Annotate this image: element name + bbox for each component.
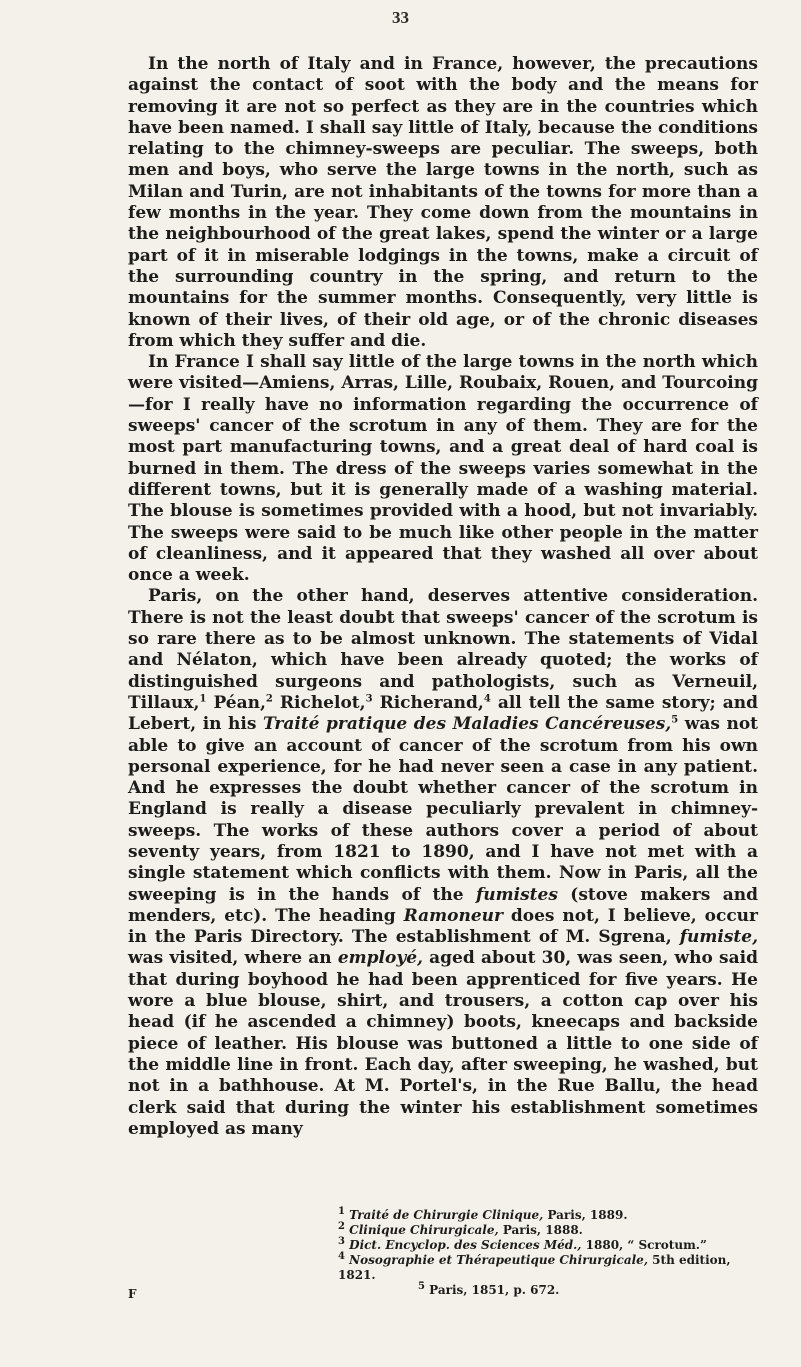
signature-mark: F (128, 1287, 137, 1301)
footnote-ref: 3 (365, 693, 373, 705)
footnote: $^2$ Clinique Chirurgicale, Paris, 1888. (338, 1221, 583, 1237)
footnotes (128, 1208, 758, 1298)
footnote-ref: 2 (265, 693, 273, 705)
footnote: $^1$ Traité de Chirurgie Clinique, Paris, 1889. (338, 1206, 628, 1222)
paragraph-france: In France I shall say little of the large towns in the north which were visited—Amiens, Arras, Lille, Roubaix, Rouen, and Tourcoing—for I really have no information regarding the occurrence of sweeps' cancer of the scrotum in any of them. They are for the most part manufacturing towns, and a great deal of hard coal is burned in them. The dress of the sweeps varies somewhat in the different towns, but it is generally made of a washing material. The blouse is sometimes provided with a hood, but not invariably. The sweeps were said to be much like other people in the matter of cleanliness, and it appeared that they washed all over about once a week. (128, 352, 758, 586)
footnote-ref: 5 (671, 714, 679, 726)
footnote: $^4$ Nosographie et Thérapeutique Chirurgicale, 5th edition, 1821. (338, 1251, 731, 1282)
paragraph-paris: Paris, on the other hand, deserves attentive consideration. There is not the least doubt that sweeps' cancer of the scrotum is so rare there as to be almost unknown. The statements of Vidal and Nélaton, which have been already quoted; the works of distinguished surgeons and pathologists, such as Verneuil, Tillaux,$^1$ Péan,$^2$ Richelot,$^3$ Richerand,$^4$ all tell the same story; and Lebert, in his Traité pratique des Maladies Cancéreuses,$^5$ was not able to give an account of cancer of the scrotum from his own personal experience, for he had never seen a case in any patient. And he expresses the doubt whether cancer of the scrotum in England is really a disease peculiarly prevalent in chimney-sweeps. The works of these authors cover a period of about seventy years, from 1821 to 1890, and I have not met with a single statement which conflicts with them. Now in Paris, all the sweeping is in the hands of the fumistes (stove makers and menders, etc). The heading Ramoneur does not, I believe, occur in the Paris Directory. The establishment of M. Sgrena, fumiste, was visited, where an employé, aged about 30, was seen, who said that during boyhood he had been apprenticed for five years. He wore a blue blouse, shirt, and trousers, a cotton cap over his head (if he ascended a chimney) boots, kneecaps and backside piece of leather. His blouse was buttoned a little to one side of the middle line in front. Each day, after sweeping, he washed, but not in a bathhouse. At M. Portel's, in the Rue Ballu, the head clerk said that during the winter his establishment sometimes employed as many (128, 586, 759, 1139)
body-text (128, 54, 758, 1140)
footnote: $^5$ Paris, 1851, p. 672. (418, 1281, 560, 1297)
book-title: Traité pratique des Maladies Cancéreuses, (262, 714, 672, 735)
footnote-ref: 1 (199, 693, 207, 705)
footnote-ref: 4 (483, 693, 491, 705)
footnote: $^3$ Dict. Encyclop. des Sciences Méd., 1880, “ Scrotum.” (338, 1236, 707, 1252)
page-number: 33 (392, 8, 409, 27)
paragraph-italy: In the north of Italy and in France, however, the precautions against the contact of soot with the body and the means for removing it are not so perfect as they are in the countries which have been named. I shall say little of Italy, because the conditions relating to the chimney-sweeps are peculiar. The sweeps, both men and boys, who serve the large towns in the north, such as Milan and Turin, are not inhabitants of the towns for more than a few months in the year. They come down from the mountains in the neighbourhood of the great lakes, spend the winter or a large part of it in miserable lodgings in the towns, make a circuit of the surrounding country in the spring, and return to the mountains for the summer months. Consequently, very little is known of their lives, of their old age, or of the chronic diseases from which they suffer and die. (128, 54, 758, 351)
